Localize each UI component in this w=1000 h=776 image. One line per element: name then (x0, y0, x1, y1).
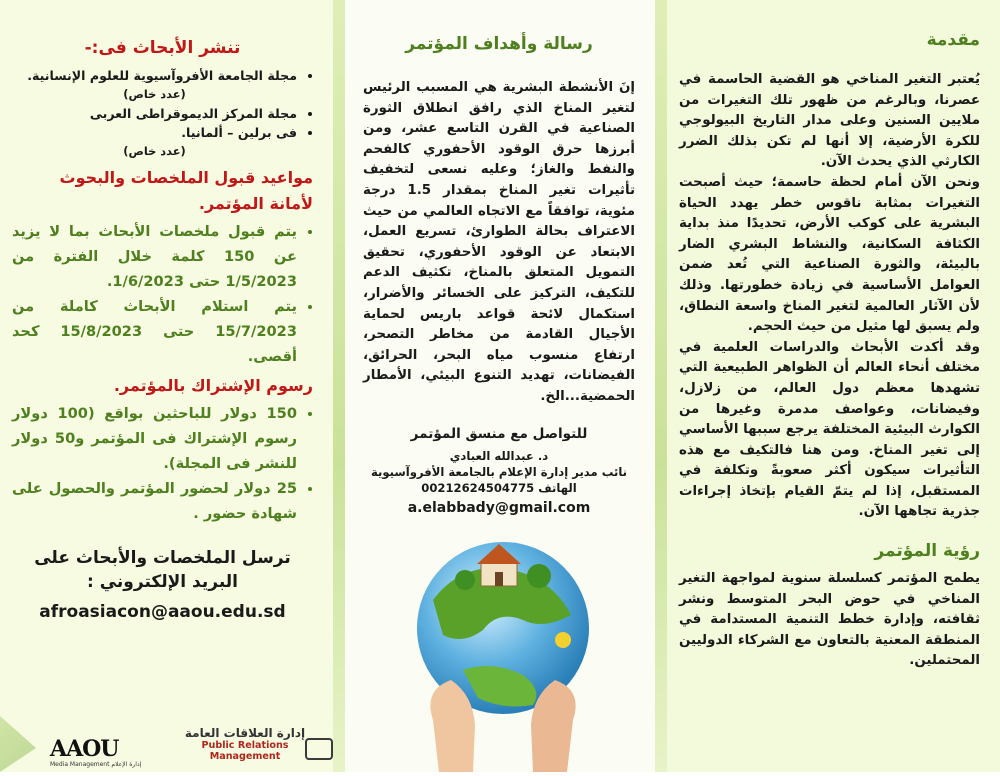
contact-title: للتواصل مع منسق المؤتمر (410, 425, 588, 442)
publications-list (12, 66, 313, 161)
mission-title: رسالة وأهداف المؤتمر (405, 34, 593, 54)
submission-email-block (12, 546, 313, 624)
globe-in-hands-image (403, 520, 603, 772)
list-item: • يتم استلام الأبحاث كاملة من 15/7/2023 حتى 15/8/2023 كحد أقصى. (12, 294, 297, 369)
panel-info (0, 0, 333, 772)
list-item: • 150 دولار للباحثين بواقع (100 دولار رسوم الإشتراك فى المؤتمر و50 دولار للنشر فى المجلة). (12, 401, 297, 476)
submission-email-link[interactable]: afroasiacon@aaou.edu.sd (39, 602, 286, 622)
list-item (12, 104, 297, 123)
email-instructions: ترسل الملخصات والأبحاث على البريد الإلكتروني : (34, 548, 291, 592)
contact-email-link[interactable]: a.elabbady@gmail.com (407, 499, 591, 516)
list-item: • يتم قبول ملخصات الأبحاث بما لا يزيد عن 150 كلمة خلال الفترة من 1/5/2023 حتى 1/6/2023. (12, 219, 297, 294)
intro-paragraph-1: يُعتبر التغير المناخي هو القضية الحاسمة في عصرنا، وبالرغم من ظهور تلك التغيرات من ملايين السنين وعلى مدار التاريخ البيولوجي للكرة الأرضية، إلا أنها لم تكن بذلك الضرر الكارثي الذي يحدث الآن. (679, 72, 980, 170)
publication-name: مجلة المركز الديموقراطى العربى (89, 106, 297, 121)
list-item (12, 123, 297, 161)
publish-title: تنشر الأبحاث فى:- (84, 38, 241, 58)
intro-paragraph-3: وقد أكدت الأبحاث والدراسات العلمية في مختلف أنحاء العالم أن الظواهر الطبيعية التي تشهدها معظم دول العالم، من زلازل، وفيضانات، وعواصف مدمرة وغيرها من الكوارث البيئية المختلفة يرجع سببها الأساسي إلى تغير المناخ. ومن هنا فالتكيف مع هذه التأثيرات سيكون أكثر صعوبةً وتكلفة في المستقبل، إذا لم يتمّ القيام بإتخاذ إجراءات جذرية تجاهها الآن. (678, 339, 980, 520)
pr-logo-english: Public Relations Management (201, 740, 289, 762)
deadlines-title: مواعيد قبول الملخصات والبحوث لأمانة المؤتمر. (59, 168, 313, 213)
fees-title: رسوم الإشتراك بالمؤتمر. (113, 376, 313, 395)
publication-note: (عدد خاص) (123, 144, 186, 158)
list-item: • 25 دولار لحضور المؤتمر والحصول على شهادة حضور . (12, 476, 297, 526)
panel-intro (667, 0, 1000, 772)
fees-list (12, 401, 313, 526)
deadlines-list (12, 219, 313, 369)
vision-paragraph: يطمح المؤتمر كسلسلة سنوية لمواجهة التغير المناخي في حوض البحر المتوسط ونشر ثقافته، وإدارة خطط التنمية المستدامة في المنطقة المعنية بالتعاون مع الشركاء الدوليين المحتملين. (679, 571, 980, 669)
contact-role: نائب مدير إدارة الإعلام بالجامعة الأفروآسيوية (370, 464, 628, 479)
list-item (12, 66, 297, 104)
publication-name: مجلة الجامعة الأفروآسيوية للعلوم الإنسانية. (27, 68, 297, 83)
pr-logo-arabic: إدارة العلاقات العامة (184, 726, 306, 740)
handshake-icon (305, 738, 333, 760)
aaou-logo-subtitle: Media Management إدارة الإعلام (50, 761, 142, 768)
contact-phone: الهاتف 00212624504775 (421, 480, 577, 495)
contact-block (353, 426, 645, 516)
panel-mission (333, 0, 667, 772)
intro-title: مقدمة (926, 30, 980, 50)
public-relations-logo (170, 726, 320, 762)
contact-name: د. عبدالله العبادي (449, 448, 549, 463)
publication-note: (عدد خاص) (123, 87, 186, 101)
vision-title: رؤية المؤتمر (874, 541, 980, 562)
publication-name: فى برلين – ألمانيا. (181, 125, 297, 140)
aaou-logo: AAOU (50, 736, 119, 762)
logos-bar (20, 726, 320, 766)
mission-paragraph: إنَ الأنشطة البشرية هي المسبب الرئيس لتغير المناخ الذي رافق انطلاق الثورة الصناعية في القرن التاسع عشر، ومن أبرزها حرق الوقود الأحفوري كالفحم والنفط والغاز؛ وعليه نسعى لتخفيف تأثيرات تغير المناخ بمقدار 1.5 درجة مئوية، توافقاً مع الاتجاه العالمي من حيث الاعتراف بحالة الطوارئ، تسريع العمل، الابتعاد عن الوقود الأحفوري، تحقيق التمويل المتعلق بالمناخ، تكثيف الدعم للتكيف، التركيز على الخسائر والأضرار، استكمال لائحة قواعد باريس لحماية الأجيال القادمة من مخاطر التصحر، ارتفاع منسوب مياه البحر، الحرائق، الفيضانات، تهديد التنوع البيئي، الأمطار الحمضية...الخ. (363, 80, 635, 404)
intro-paragraph-2: ونحن الآن أمام لحظة حاسمة؛ حيث أصبحت التغيرات بمثابة ناقوس خطر يهدد الحياة البشرية على كوكب الأرض، تحديدًا منذ بداية الكثافة السكانية، والنشاط البشري الضار بالبيئة، والثورة الصناعية التي تُعد ضمن العوامل الأساسية في زيادة خطورتها. وذلك لأن الآثار العالمية لتغير المناخ واسعة النطاق، ولم يسبق لها مثيل من حيث الحجم. (679, 174, 980, 335)
